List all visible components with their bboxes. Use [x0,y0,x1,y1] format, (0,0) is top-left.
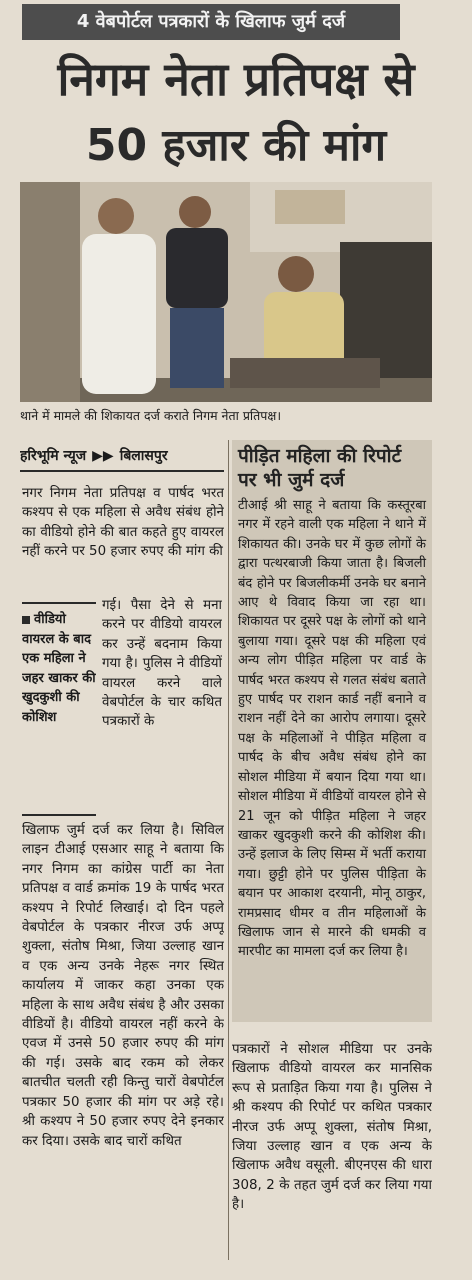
article-body: खिलाफ जुर्म दर्ज कर लिया है। सिविल लाइन टीआई एसआर साहू ने बताया कि नगर निगम का कांग्रेस पार्टी का नेता प्रतिपक्ष व वार्ड क्रमांक 19 के पार्षद भरत कश्यप ने रिपोर्ट लिखाई। दो दिन पहले वेबपोर्टल के पत्रकार नीरज उर्फ अप्पू शुक्ला, संतोष मिश्रा, जिया उल्लाह खान व एक अन्य उनके नेहरू नगर स्थित कार्यालय में जाकर कहा उनका एक महिला के साथ अवैध संबंध है और उसका वीडियों है। वीडियो वायरल नहीं करने के एवज में उनसे 50 हजार रुपए की मांग की गई। उसके बाद रकम को लेकर बातचीत चलती रही किन्तु चारों वेबपोर्टल पत्रकार 50 हजार की मांग पर अड़े रहे। श्री कश्यप ने 50 हजार रुपए देने इनकार कर दिया। उसके बाद चारों कथित [22,823,224,1149]
sidebar-story-box [232,440,432,1022]
article-lead: नगर निगम नेता प्रतिपक्ष व पार्षद भरत कश्यप से एक महिला से अवैध संबंध होने का वीडियो होने की बात कहते हुए वायरल नहीं करने पर 50 हजार रुपए की मांग की [22,486,224,560]
square-bullet-icon [22,616,30,624]
kicker-banner: 4 वेबपोर्टल पत्रकारों के खिलाफ जुर्म दर्ज [22,4,400,40]
photo-caption: थाने में मामले की शिकायत दर्ज कराते निगम नेता प्रतिपक्ष। [20,408,282,423]
byline-arrow-icon: ▶▶ [92,448,114,464]
byline-source: हरिभूमि न्यूज [20,448,87,464]
article-body-continued: पत्रकारों ने सोशल मीडिया पर उनके खिलाफ वीडियो वायरल कर मानसिक रूप से प्रताड़ित किया गया है। पुलिस ने श्री कश्यप की रिपोर्ट पर कथित पत्रकार नीरज उर्फ अप्पू शुक्ला, संतोष मिश्रा, जिया उल्लाह खान व एक अन्य के खिलाफ अवैध वसूली. बीएनएस की धारा 308, 2 के तहत जुर्म दर्ज कर लिया गया है। [232,1042,432,1213]
news-photo [20,182,432,402]
headline-line-1: निगम नेता प्रतिपक्ष से [57,52,415,106]
byline-rule [20,470,224,472]
sideline-text: वीडियो वायरल के बाद एक महिला ने जहर खाकर की खुदकुशी की कोशिश [22,612,96,725]
byline-city: बिलासपुर [119,448,168,464]
sideline-callout [22,602,96,816]
article-lead-continued: गई। पैसा देने से मना करने पर वीडियो वायरल कर उन्हें बदनाम किया गया है। पुलिस ने वीडियों वायरल करने वाले वेबपोर्टल के चार कथित पत्रकारों के [102,598,222,730]
headline-line-2: 50 हजार की मांग [85,120,387,171]
column-divider [228,440,229,1260]
sidebar-story-body: टीआई श्री साहू ने बताया कि कस्तूरबा नगर में रहने वाली एक महिला ने थाने में शिकायत की। उनके घर में कुछ लोगों के द्वारा पत्थरबाजी किया जाता है। बिजली बंद होने पर बिजलीकर्मी उनके घर बनाने आए थे विवाद किया जा रहा था। शिकायत पर दूसरे पक्ष के लोगों को थाने बुलाया गया। दूसरे पक्ष की महिला एवं अन्य लोग पीड़ित महिला पर वार्ड के पार्षद भरत कश्यप से गलत संबंध बताते हुए पार्षद पर राशन कार्ड नहीं बनाने व राशन नहीं देने का आरोप लगाया। दूसरे पक्ष के महिलाओं ने पीड़ित महिला व पार्षद के बीच अवैध संबंध होने का सोशल मीडिया में बयान दिया गया था। सोशल मीडिया में वीडियों वायरल होने से 21 जून को पीड़ित महिला ने जहर खाकर खुदकुशी करने की कोशिश की। उन्हें इलाज के लिए सिम्स में भर्ती कराया गया। छुट्टी होने पर पुलिस पीड़िता के बयान पर आकाश दरयानी, मोनू ठाकुर, रामप्रसाद धीमर व तीन महिलाओं के खिलाफ जान से मारने की धमकी व मारपीट का मामला दर्ज कर लिया है। [238,498,426,960]
byline [20,444,222,468]
sidebar-story-headline: पीड़ित महिला की रिपोर्ट पर भी जुर्म दर्ज [238,445,402,491]
